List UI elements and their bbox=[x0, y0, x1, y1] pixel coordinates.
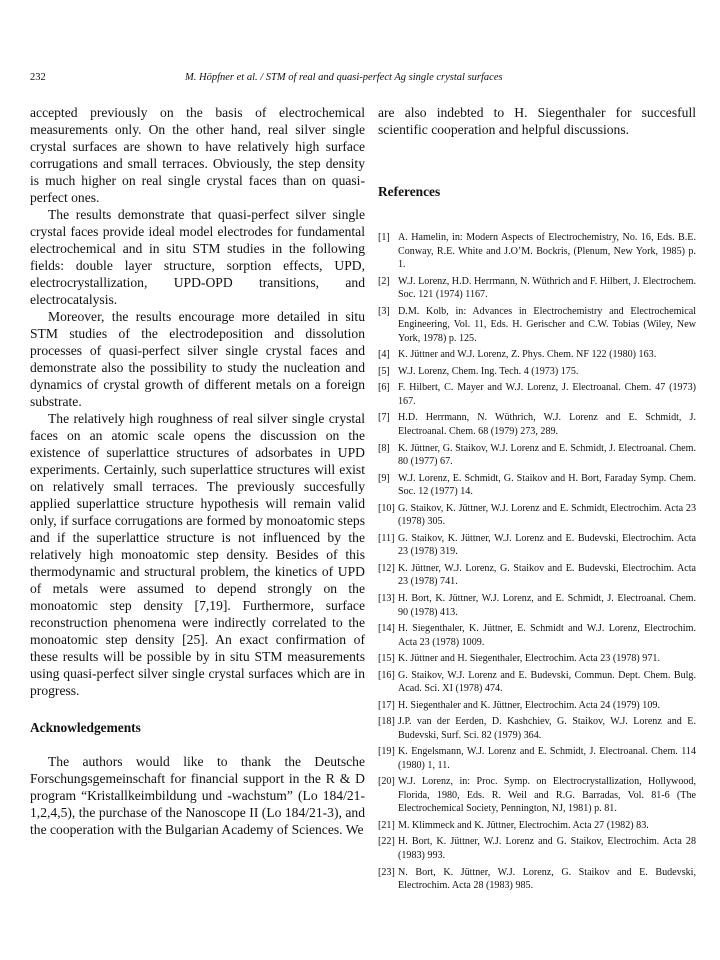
references-heading: References bbox=[378, 184, 441, 199]
reference-text: H.D. Herrmann, N. Wüthrich, W.J. Lorenz and E. Schmidt, J. Electroanal. Chem. 68 (1979) 273, 289. bbox=[398, 412, 696, 438]
body-paragraph-1: accepted previously on the basis of electrochemical measurements only. On the other hand, real silver single crystal surfaces are shown to have relatively high surface corrugations and small terraces. Obviously, the step density is much higher on real single crystal faces than on quasi-perfect ones. bbox=[30, 105, 365, 205]
reference-item bbox=[378, 592, 696, 619]
reference-item bbox=[378, 472, 696, 499]
reference-text: M. Klimmeck and K. Jüttner, Electrochim. Acta 27 (1982) 83. bbox=[398, 819, 649, 831]
reference-text: A. Hamelin, in: Modern Aspects of Electrochemistry, No. 16, Eds. B.E. Conway, R.E. White and J.O’M. Bockris, (Plenum, New York, 1985) p. 1. bbox=[398, 232, 696, 271]
reference-text: W.J. Lorenz, E. Schmidt, G. Staikov and H. Bort, Faraday Symp. Chem. Soc. 12 (1977) 14. bbox=[398, 472, 696, 498]
reference-text: W.J. Lorenz, Chem. Ing. Tech. 4 (1973) 175. bbox=[398, 365, 579, 377]
reference-text: K. Jüttner, G. Staikov, W.J. Lorenz and E. Schmidt, J. Electroanal. Chem. 80 (1977) 67. bbox=[398, 442, 696, 468]
reference-item bbox=[378, 745, 696, 772]
reference-text: W.J. Lorenz, H.D. Herrmann, N. Wüthrich and F. Hilbert, J. Electrochem. Soc. 121 (1974) 1167. bbox=[398, 275, 696, 301]
references-list bbox=[378, 231, 696, 896]
acknowledgements-text: The authors would like to thank the Deutsche Forschungsgemeinschaft for financial support in the R & D program “Kristallkeimbildung und -wachstum” (Lo 184/21-1,2,4,5), the purchase of the Nanoscope II (Lo 184/21-3), and the cooperation with the Bulgarian Academy of Sciences. We bbox=[30, 754, 365, 837]
reference-item bbox=[378, 348, 696, 362]
page-header bbox=[30, 72, 670, 88]
reference-item bbox=[378, 231, 696, 272]
reference-number: [6] bbox=[378, 382, 390, 394]
reference-item bbox=[378, 411, 696, 438]
reference-number: [14] bbox=[378, 623, 395, 635]
reference-number: [17] bbox=[378, 699, 395, 711]
running-title: M. Höpfner et al. / STM of real and quasi-perfect Ag single crystal surfaces bbox=[185, 72, 503, 83]
reference-item bbox=[378, 715, 696, 742]
body-paragraph-4: The relatively high roughness of real silver single crystal faces on an atomic scale opens the discussion on the existence of superlattice structures of adsorbates in UPD experiments. Certainly, such superlattice structures will exist on relatively small terraces. The previously succesfully applied superlattice structure hypothesis will remain valid only, if surface corrugations are formed by monoatomic steps and if the superlattice structure is not influenced by the relatively high monoatomic step density. Besides of this thermodynamic and structural problem, the kinetics of UPD of metals were assumed to depend strongly on the monoatomic step density [7,19]. Furthermore, surface reconstruction phenomena were indirectly correlated to the monoatomic step density [25]. An exact confirmation of these results will be possible by in situ STM measurements using quasi-perfect silver single crystal surfaces which are in progress. bbox=[30, 411, 365, 698]
acknowledgements-heading: Acknowledgements bbox=[30, 720, 141, 735]
reference-number: [3] bbox=[378, 305, 390, 317]
reference-text: K. Engelsmann, W.J. Lorenz and E. Schmidt, J. Electroanal. Chem. 114 (1980) 1, 11. bbox=[398, 746, 696, 771]
reference-item bbox=[378, 835, 696, 862]
body-paragraph-3: Moreover, the results encourage more detailed in situ STM studies of the electrodeposition and dissolution processes of quasi-perfect silver single crystal faces and demonstrate also the possibility to study the nucleation and dynamics of crystal growth of different metals on a foreign substrate. bbox=[30, 309, 365, 409]
reference-text: H. Bort, K. Jüttner, W.J. Lorenz and G. Staikov, Electrochim. Acta 28 (1983) 993. bbox=[398, 836, 696, 862]
reference-number: [21] bbox=[378, 819, 395, 831]
reference-number: [18] bbox=[378, 716, 395, 728]
continuation-paragraph: are also indebted to H. Siegenthaler for succesfull scientific cooperation and helpful discussions. bbox=[378, 105, 696, 137]
reference-item bbox=[378, 532, 696, 559]
body-paragraph-2: The results demonstrate that quasi-perfect silver single crystal faces provide ideal model electrodes for fundamental electrochemical and in situ STM studies in the following fields: double layer structure, sorption effects, UPD, electrocrystallization, UPD-OPD transitions, and electrocatalysis. bbox=[30, 207, 365, 307]
reference-text: G. Staikov, K. Jüttner, W.J. Lorenz and E. Budevski, Electrochim. Acta 23 (1978) 319. bbox=[398, 532, 696, 558]
reference-number: [11] bbox=[378, 532, 395, 544]
reference-text: K. Jüttner and W.J. Lorenz, Z. Phys. Chem. NF 122 (1980) 163. bbox=[398, 349, 657, 361]
reference-text: W.J. Lorenz, in: Proc. Symp. on Electrocrystallization, Hollywood, Florida, 1980, Eds. R. Weil and R.G. Barradas, Vol. 81-6 (The Electrochemical Society, Pennington, NJ, 1981) p. 81. bbox=[398, 776, 696, 815]
reference-number: [7] bbox=[378, 412, 390, 424]
reference-number: [15] bbox=[378, 653, 395, 665]
reference-item bbox=[378, 775, 696, 816]
reference-number: [2] bbox=[378, 275, 390, 287]
reference-number: [19] bbox=[378, 746, 395, 758]
reference-text: K. Jüttner and H. Siegenthaler, Electrochim. Acta 23 (1978) 971. bbox=[398, 653, 660, 665]
reference-item bbox=[378, 305, 696, 346]
reference-text: H. Siegenthaler and K. Jüttner, Electrochim. Acta 24 (1979) 109. bbox=[398, 699, 660, 711]
left-column bbox=[30, 104, 365, 838]
reference-number: [22] bbox=[378, 836, 395, 848]
reference-item bbox=[378, 365, 696, 379]
reference-item bbox=[378, 669, 696, 696]
reference-item bbox=[378, 381, 696, 408]
reference-number: [16] bbox=[378, 669, 395, 681]
reference-number: [12] bbox=[378, 562, 395, 574]
reference-item bbox=[378, 699, 696, 713]
reference-number: [20] bbox=[378, 776, 395, 788]
reference-text: H. Siegenthaler, K. Jüttner, E. Schmidt and W.J. Lorenz, Electrochim. Acta 23 (1978) 1009. bbox=[398, 623, 696, 648]
reference-text: N. Bort, K. Jüttner, W.J. Lorenz, G. Staikov and E. Budevski, Electrochim. Acta 28 (1983) 985. bbox=[398, 866, 696, 892]
reference-text: D.M. Kolb, in: Advances in Electrochemistry and Electrochemical Engineering, Vol. 11, Eds. H. Gerischer and C.W. Tobias (Wiley, New York, 1978) p. 125. bbox=[398, 305, 696, 344]
reference-item bbox=[378, 622, 696, 649]
reference-number: [1] bbox=[378, 232, 390, 243]
reference-number: [9] bbox=[378, 472, 390, 484]
reference-item bbox=[378, 562, 696, 589]
right-column bbox=[378, 104, 696, 892]
reference-item bbox=[378, 502, 696, 529]
reference-number: [5] bbox=[378, 365, 390, 377]
reference-item bbox=[378, 866, 696, 893]
reference-number: [4] bbox=[378, 349, 390, 361]
reference-number: [23] bbox=[378, 866, 395, 878]
reference-item bbox=[378, 442, 696, 469]
reference-number: [13] bbox=[378, 592, 395, 604]
reference-text: K. Jüttner, W.J. Lorenz, G. Staikov and E. Budevski, Electrochim. Acta 23 (1978) 741. bbox=[398, 562, 696, 588]
reference-item bbox=[378, 275, 696, 302]
page-number: 232 bbox=[30, 72, 46, 83]
reference-text: F. Hilbert, C. Mayer and W.J. Lorenz, J. Electroanal. Chem. 47 (1973) 167. bbox=[398, 382, 696, 407]
reference-text: H. Bort, K. Jüttner, W.J. Lorenz, and E. Schmidt, J. Electroanal. Chem. 90 (1978) 413. bbox=[398, 592, 696, 618]
reference-text: J.P. van der Eerden, D. Kashchiev, G. Staikov, W.J. Lorenz and E. Budevski, Surf. Sci. 82 (1979) 364. bbox=[398, 716, 696, 741]
reference-item bbox=[378, 819, 696, 833]
reference-item bbox=[378, 652, 696, 666]
reference-number: [10] bbox=[378, 502, 395, 514]
reference-text: G. Staikov, W.J. Lorenz and E. Budevski, Commun. Dept. Chem. Bulg. Acad. Sci. XI (1978) 474. bbox=[398, 669, 696, 695]
reference-number: [8] bbox=[378, 442, 390, 454]
reference-text: G. Staikov, K. Jüttner, W.J. Lorenz and E. Schmidt, Electrochim. Acta 23 (1978) 305. bbox=[398, 502, 696, 528]
